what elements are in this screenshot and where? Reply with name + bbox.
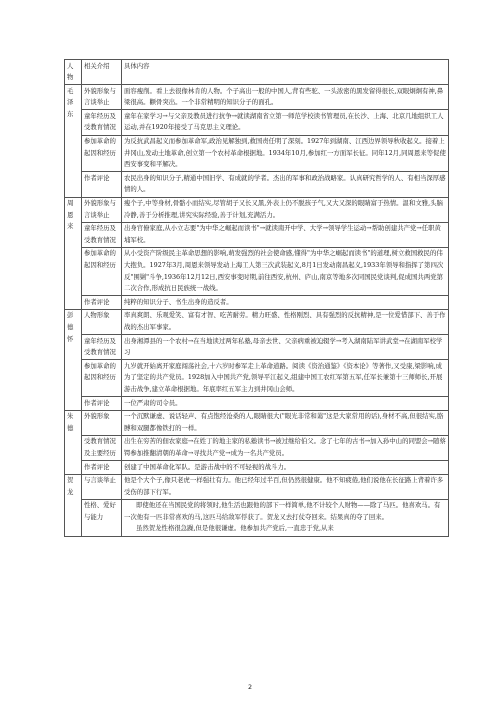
table-row [65,222,449,247]
table-row [65,397,449,411]
row-content: 面容瘦削。看上去很像林肯的人物。个子高出一般的中国人,背有些驼、一头浓密的黑发留得很长,双眼炯炯有神,鼻梁很高。颧骨突出。一个非常精明的知识分子的面孔。 [122,85,449,110]
table-row [65,360,449,397]
table-row [65,335,449,360]
row-label: 人物形象 [82,309,122,334]
row-content: 瘦个子,中等身材,骨骼小而结实,尽管胡子又长又黑,外表上仍不脱孩子气,又大又深的眼睛富于热情。温和文雅,头脑冷静,善于分析推理,讲究实际经验,善于计划,充满活力。 [122,197,449,222]
row-content: 出身湘潭县的一个农村→在当地读过两年私塾,母亲去世、父亲病重被迫辍学→考入湖南陆军讲武堂→在湖南军校学习 [122,335,449,360]
row-content: 从小受资产阶级民主革命思想的影响,萌发强烈的社会使命感,懂得"为中华之崛起而读书"的道理,树立救国救民的伟大抱负。1927年3月,周恩来领导发动上海工人第三次武装起义,8月1日发动南昌起义,1933年领导和指挥了第四次反"围剿"斗争,1936年12月12日,西安事变时期,前往西安,杭州、庐山,南京等地多次同国民党谈判,促成国共两党第二次合作,形成抗日民族统一战线。 [122,247,449,295]
row-label: 外貌形象与言谈举止 [82,85,122,110]
table-row [65,172,449,197]
table-row [65,461,449,475]
table-row [65,435,449,460]
row-label: 童年经历及受教育情况 [82,222,122,247]
row-content: 九岁就开始离开家庭闯荡社会,十六岁时参军走上革命道路。阅读《资治通鉴》《资本论》等著作,又受康,梁影响,成为了坚定的共产党员。1928加入中国共产党,领导平江起义,组建中国工农红军第五军,任军长兼第十三师师长,开展游击战争,建立革命根据地。年底率红五军主力到井冈山会师。 [122,360,449,397]
row-label: 参加革命的起因和经历 [82,135,122,172]
row-label: 与言谈举止 [82,474,122,499]
row-label: 作者评论 [82,461,122,475]
row-content: 一个沉默谦虚、说话轻声、有点饱经沧桑的人,眼睛很大("眼光非常和蔼"这是大家常用的话),身材不高,但很结实,胳膊和双腿都像铁打的一样。 [122,410,449,435]
person-name: 朱德 [65,410,82,474]
person-name: 周 恩 来 [65,197,82,309]
row-label: 参加革命的起因和经历 [82,247,122,295]
table-header-row [65,60,449,85]
row-content: 一位严肃的司令员。 [122,397,449,411]
header-intro: 相关介绍 [82,60,122,85]
row-content: 童年在家学习→与父亲及教员进行抗争→就读湖南省立第一师范学校读书管理员,在长沙、上海、北京几地组织工人运动,并在1920年接受了马克思主义理论。 [122,110,449,135]
header-content: 具体内容 [122,60,449,85]
row-content: 率真爽朗、乐观爱笑、富有才智、吃苦耐劳。精力旺盛、性格刚烈、具有强烈的反抗精神,是一位爱惜部下、善于作战的杰出军事家。 [122,309,449,334]
row-label: 外貌形象与言谈举止 [82,197,122,222]
table-row [65,474,449,499]
header-person: 人物 [65,60,82,85]
content-paragraph: 虽然贺龙性格很急躁,但是他很谦虚。他参加共产党后,一直忠于党,从来 [136,524,334,533]
table-row [65,110,449,135]
row-content: 创建了中国革命化军队。是游击战中的不可轻视的战斗力。 [122,461,449,475]
character-table [64,59,449,537]
row-content: 农民出身的知识分子,精通中国旧学、有成就的学者。杰出的军事和政治战略家。认真研究哲学的人、有相当深厚感情的人。 [122,172,449,197]
table-row [65,410,449,435]
person-name: 毛 泽 东 [65,85,82,197]
table-row [65,296,449,310]
row-content: 他是个大个子,像只老虎一样强壮有力。他已经年过半百,但仍然很健康。他不知疲倦,他们说他在长征路上背着许多受伤的部下行军。 [122,474,449,499]
person-name: 彭 德 怀 [65,309,82,410]
table-row [65,197,449,222]
row-label: 童年经历及受教育情况 [82,110,122,135]
row-content: 出身官僚家庭,从小立志要"为中华之崛起而读书"→就读南开中学、大学→领导学生运动→帮助创建共产党→任职黄埔军校。 [122,222,449,247]
table-row [65,309,449,334]
page-number: 2 [247,683,253,691]
row-label: 性格、爱好与能力 [82,499,122,536]
row-label: 受教育情况及主要经历 [82,435,122,460]
row-label: 作者评论 [82,397,122,411]
row-label: 作者评论 [82,172,122,197]
row-content: 为反抗武昌起义而参加革命军,政治见解独到,救国责任明了深刻。1927年到湖南、江西边界领导秋收起义。接着上井冈山,发动土地革命,创立第一个农村革命根据地。1934年10月,参加红一方面军长征。同年12月,同周恩来等促使西安事变和平解决。 [122,135,449,172]
row-label: 参加革命的起因和经历 [82,360,122,397]
row-content: 纯粹的知识分子、书生出身的造反者。 [122,296,449,310]
row-content [122,499,449,536]
row-content: 出生在穷苦的佃农家庭→在姓丁的地主家的私塾读书→被过继给伯父。念了七年的古书→加入孙中山的同盟会→随蔡锷参加推翻清朝的革命→寻找共产党→成为一名共产党员。 [122,435,449,460]
document-page [64,59,448,537]
row-label: 作者评论 [82,296,122,310]
table-row [65,499,449,536]
content-paragraph: 即使他还在当国民党的将领时,他生活也跟他的部下一样简单,他不计较个人财物——除了马匹。他喜欢马。有一次他有一匹非常喜欢的马,这匹马给敌军俘获了。贺龙又去打仗夺回来。结果真的夺了回来。 [124,501,441,521]
table-row [65,85,449,110]
person-name: 贺龙 [65,474,82,536]
row-label: 童年经历及受教育情况 [82,335,122,360]
row-label: 外貌形象 [82,410,122,435]
table-row [65,135,449,172]
table-row [65,247,449,295]
